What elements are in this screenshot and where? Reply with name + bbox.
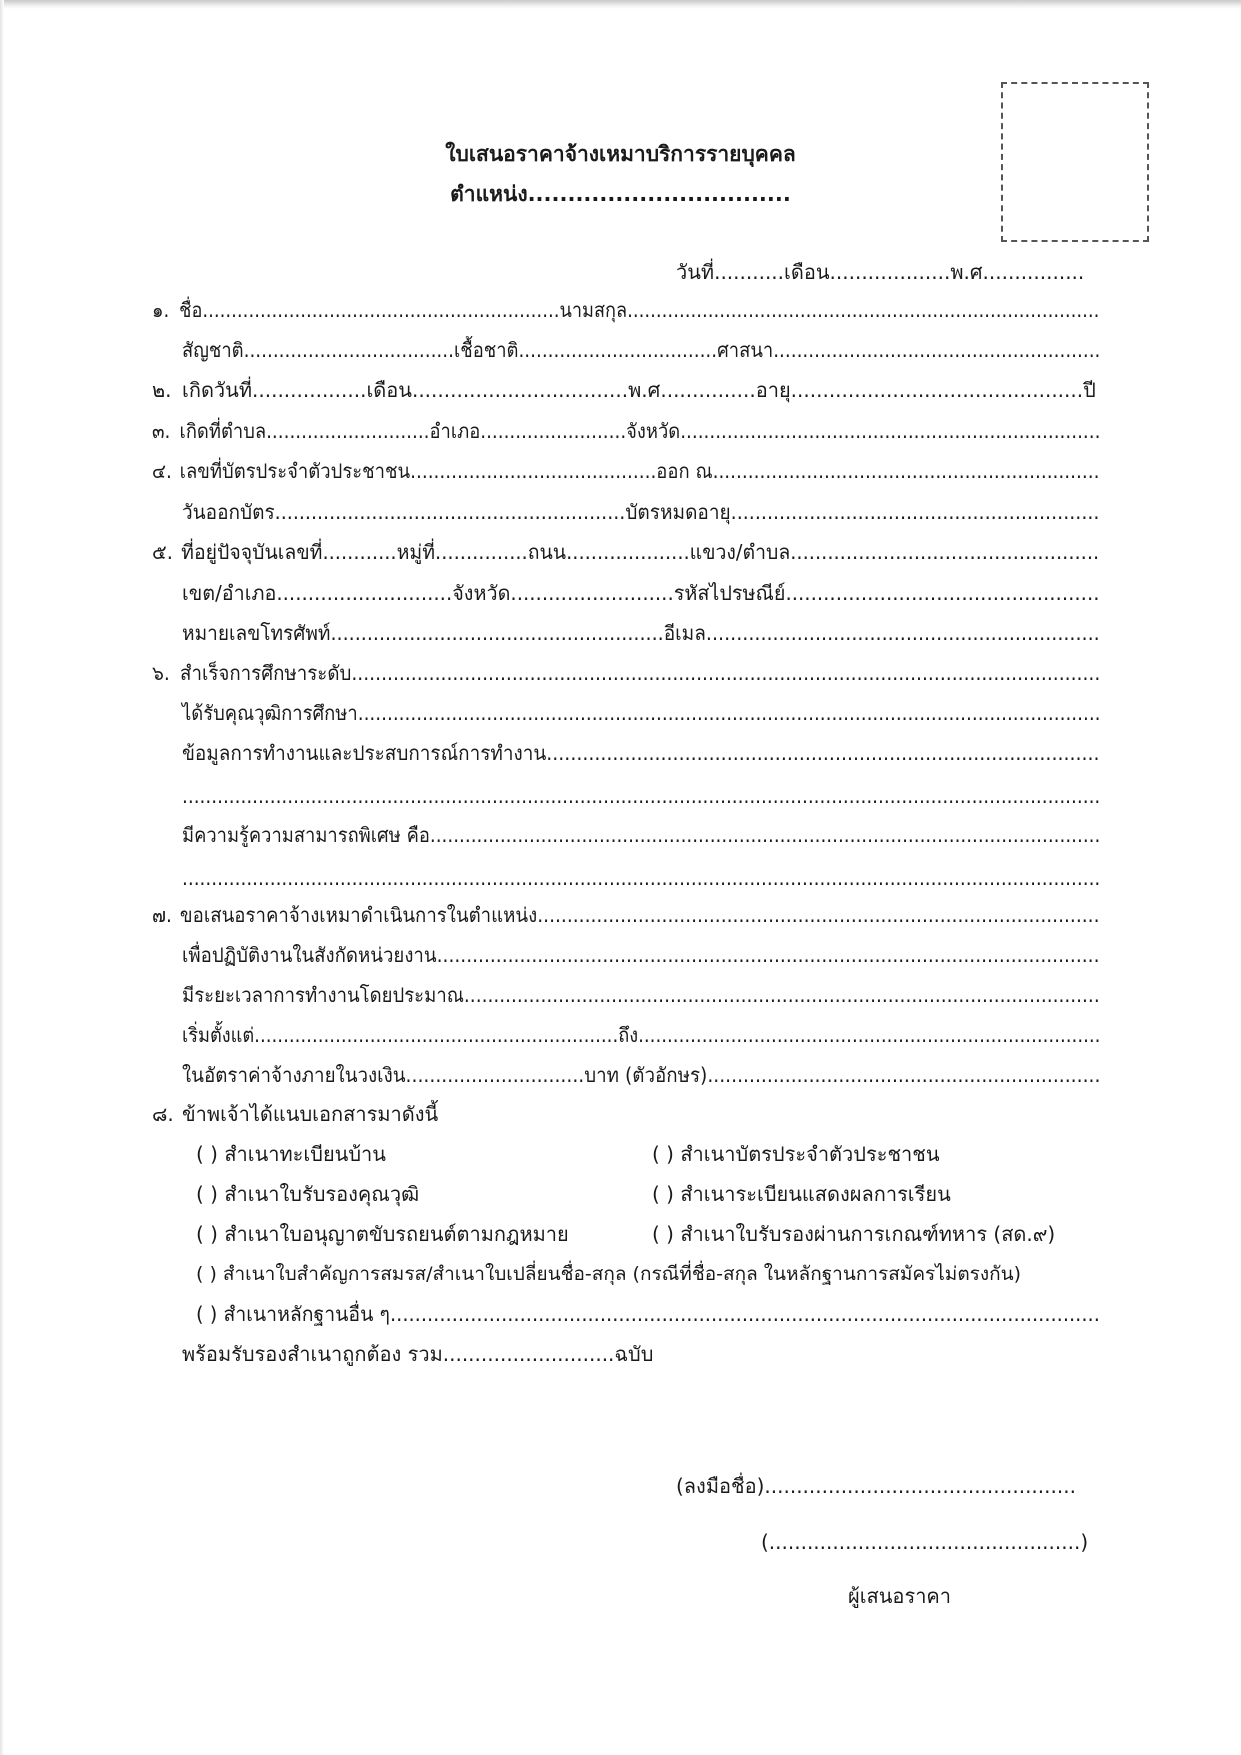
document-title: ใบเสนอราคาจ้างเหมาบริการรายบุคคล [445,142,796,166]
position-line: ตำแหน่ง................................. [450,182,791,206]
item-experience: ข้อมูลการทำงานและประสบการณ์การทำงาน............................................................................................ [182,741,1100,765]
item-phone: หมายเลขโทรศัพท์.......................................................อีเมล................................................................. [182,621,1100,645]
check-transcript: ( ) สำเนาระเบียนแสดงผลการเรียน [652,1182,951,1206]
item-education: ๖. สำเร็จการศึกษาระดับ.............................................................................................................................. [152,661,1101,685]
item-position: ๗. ขอเสนอราคาจ้างเหมาดำเนินการในตำแหน่ง............................................................................................... [152,903,1100,927]
item-agency: เพื่อปฏิบัติงานในสังกัดหน่วยงาน................................................................................................................ [182,943,1100,967]
item-period: เริ่มตั้งแต่...............................................................ถึง................................................................................ [182,1023,1101,1047]
date-line: วันที่...........เดือน...................พ.ศ................ [676,260,1085,284]
signer-role: ผู้เสนอราคา [848,1584,952,1608]
copies-total: พร้อมรับรองสำเนาถูกต้อง รวม...........................ฉบับ [182,1342,654,1366]
check-qualification: ( ) สำเนาใบรับรองคุณวุฒิ [196,1182,420,1206]
item-experience-cont: ............................................................................................................................................................. [182,784,1101,808]
item-name: ๑. ชื่อ..............................................................นามสกุล.................................................................................. [152,298,1100,322]
item-id-card: ๔. เลขที่บัตรประจำตัวประชาชน..........................................ออก ณ.................................................................. [152,459,1100,483]
item-birthplace: ๓. เกิดที่ตำบล............................อำเภอ.........................จังหวัด........................................................................ [152,419,1101,443]
item-skills-cont: ............................................................................................................................................................. [182,866,1101,890]
signer-name-line: (.................................................) [761,1530,1089,1554]
check-house-registration: ( ) สำเนาทะเบียนบ้าน [196,1142,386,1166]
item-address: ๕. ที่อยู่ปัจจุบันเลขที่............หมู่ที่...............ถนน....................แขวง/ตำบล.................................................. [152,540,1100,564]
item-district: เขต/อำเภอ............................จังหวัด..........................รหัสไปรษณีย์.................................................. [182,581,1100,605]
scan-edge-left [0,0,4,1755]
scan-edge-top [0,0,1241,9]
item-rate: ในอัตราค่าจ้างภายในวงเงิน..............................บาท (ตัวอักษร).................................................................. [182,1063,1101,1087]
item-qualification: ได้รับคุณวุฒิการศึกษา............................................................................................................................... [182,701,1101,725]
item-id-issue: วันออกบัตร..........................................................บัตรหมดอายุ............................................................. [182,500,1100,524]
check-driving-license: ( ) สำเนาใบอนุญาตขับรถยนต์ตามกฎหมาย [196,1222,569,1246]
check-id-card: ( ) สำเนาบัตรประจำตัวประชาชน [652,1142,940,1166]
signature-line: (ลงมือชื่อ)................................................. [676,1474,1076,1498]
check-other-documents: ( ) สำเนาหลักฐานอื่น ๆ................................................................................................................... [196,1302,1100,1326]
item-skills: มีความรู้ความสามารถพิเศษ คือ................................................................................................................... [182,823,1101,847]
item-birthdate: ๒. เกิดวันที่..................เดือน..................................พ.ศ...............อายุ..............................................ปี [152,378,1096,402]
check-military: ( ) สำเนาใบรับรองผ่านการเกณฑ์ทหาร (สด.๙) [652,1222,1056,1246]
item-attachments: ๘. ข้าพเจ้าได้แนบเอกสารมาดังนี้ [152,1102,439,1126]
item-nationality: สัญชาติ....................................เชื้อชาติ..................................ศาสนา........................................................ [182,338,1101,362]
check-marriage-name-change: ( ) สำเนาใบสำคัญการสมรส/สำเนาใบเปลี่ยนชื่อ-สกุล (กรณีที่ชื่อ-สกุล ในหลักฐานการสมัครไม่ตรงกัน) [196,1263,1022,1285]
item-duration: มีระยะเวลาการทำงานโดยประมาณ............................................................................................................ [182,983,1100,1007]
